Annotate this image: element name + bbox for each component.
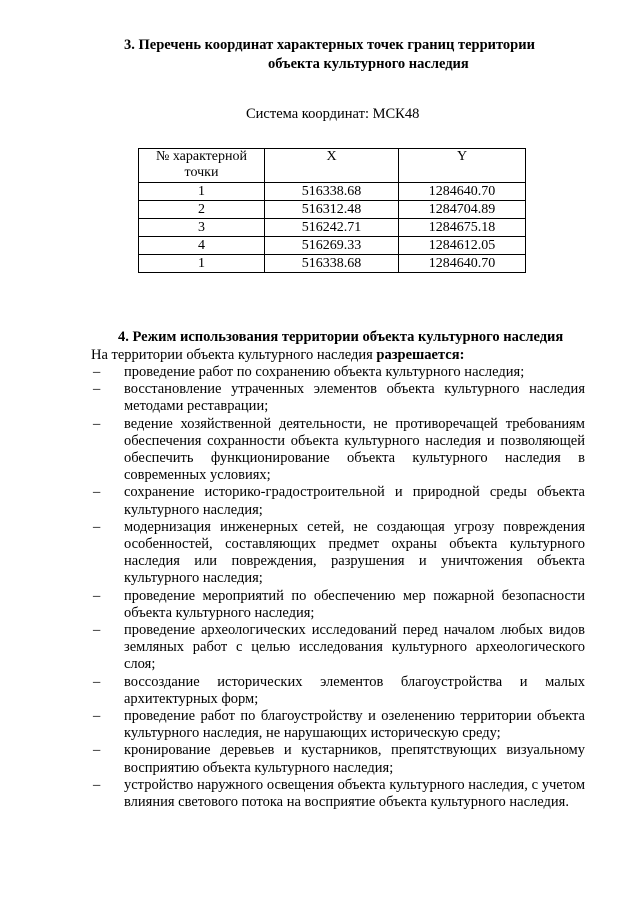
list-item-text: проведение работ по благоустройству и озеленению территории объекта культурного наследия, не нарушающих историческую среду;	[124, 708, 585, 742]
header-x: X	[265, 149, 399, 183]
y-cell: 1284704.89	[399, 201, 526, 219]
list-item	[91, 622, 585, 674]
dash-bullet: –	[93, 381, 101, 398]
x-cell: 516312.48	[265, 201, 399, 219]
y-cell: 1284675.18	[399, 219, 526, 237]
dash-bullet: –	[93, 742, 101, 759]
dash-bullet: –	[93, 673, 101, 690]
x-cell: 516338.68	[265, 255, 399, 273]
y-cell: 1284612.05	[399, 237, 526, 255]
dash-bullet: –	[93, 622, 101, 639]
table-row	[139, 255, 526, 273]
table-row	[139, 219, 526, 237]
list-item	[91, 519, 585, 588]
section4-title: 4. Режим использования территории объекта культурного наследия	[118, 329, 564, 345]
list-item	[91, 777, 585, 811]
table-header-row	[139, 149, 526, 183]
list-item-text: модернизация инженерных сетей, не создающая угрозу повреждения особенностей, составляющих предмет охраны объекта культурного наследия или повреждения, разрушения и уничтожения объекта культурного наследия;	[124, 518, 585, 587]
coordinate-system-label: Система координат: МСК48	[246, 106, 420, 122]
dash-bullet: –	[93, 776, 101, 793]
x-cell: 516242.71	[265, 219, 399, 237]
list-item	[91, 364, 585, 381]
dash-bullet: –	[93, 415, 101, 432]
permitted-activities-list	[91, 364, 585, 811]
list-item-text: кронирование деревьев и кустарников, препятствующих визуальному восприятию объекта культурного наследия;	[124, 742, 585, 776]
list-item-text: сохранение историко-градостроительной и природной среды объекта культурного наследия;	[124, 484, 585, 518]
list-item-text: воссоздание исторических элементов благоустройства и малых архитектурных форм;	[124, 673, 585, 707]
list-item-text: ведение хозяйственной деятельности, не противоречащей требованиям обеспечения сохранности объекта культурного наследия и позволяющей обеспечить функционирование объекта культурного наследия в современных условиях;	[124, 415, 585, 484]
dash-bullet: –	[93, 518, 101, 535]
list-item-text: проведение работ по сохранению объекта культурного наследия;	[124, 364, 525, 380]
intro-bold-word: разрешается	[376, 347, 460, 363]
list-item	[91, 484, 585, 518]
list-item-text: проведение археологических исследований перед началом любых видов земляных работ с целью исследования культурного археологического слоя;	[124, 622, 585, 673]
table-row	[139, 183, 526, 201]
y-cell: 1284640.70	[399, 255, 526, 273]
list-item	[91, 381, 585, 415]
point-number-cell: 2	[139, 201, 265, 219]
dash-bullet: –	[93, 708, 101, 725]
intro-colon: :	[459, 347, 465, 363]
dash-bullet: –	[93, 587, 101, 604]
header-point-number: № характерной точки	[139, 149, 265, 183]
section4-intro	[91, 346, 464, 364]
x-cell: 516269.33	[265, 237, 399, 255]
point-number-cell: 4	[139, 237, 265, 255]
list-item-text: восстановление утраченных элементов объекта культурного наследия методами реставрации;	[124, 381, 585, 415]
coordinates-table	[138, 148, 526, 273]
section3-title-line2: объекта культурного наследия	[268, 56, 469, 72]
point-number-cell: 3	[139, 219, 265, 237]
section3-title-line1: 3. Перечень координат характерных точек границ территории	[124, 37, 535, 53]
intro-text: На территории объекта культурного наследия	[91, 347, 377, 363]
x-cell: 516338.68	[265, 183, 399, 201]
list-item-text: проведение мероприятий по обеспечению мер пожарной безопасности объекта культурного наследия;	[124, 587, 585, 621]
list-item	[91, 674, 585, 708]
list-item-text: устройство наружного освещения объекта культурного наследия, с учетом влияния светового потока на восприятие объекта культурного наследия.	[124, 776, 585, 811]
list-item	[91, 588, 585, 622]
dash-bullet: –	[93, 364, 101, 380]
y-cell: 1284640.70	[399, 183, 526, 201]
list-item	[91, 742, 585, 776]
header-y: Y	[399, 149, 526, 183]
table-row	[139, 237, 526, 255]
table-row	[139, 201, 526, 219]
list-item	[91, 708, 585, 742]
list-item	[91, 416, 585, 485]
point-number-cell: 1	[139, 183, 265, 201]
point-number-cell: 1	[139, 255, 265, 273]
dash-bullet: –	[93, 484, 101, 501]
